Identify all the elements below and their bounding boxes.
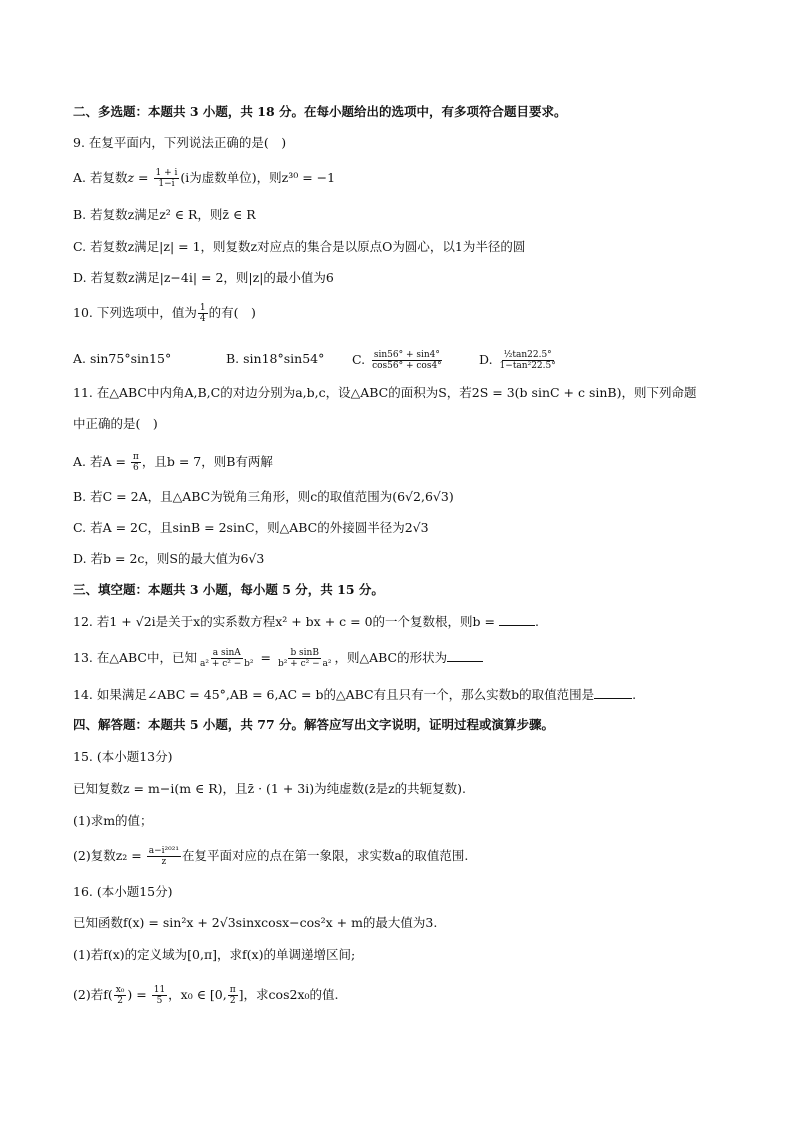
q11-option-a-denominator: 6	[133, 463, 139, 473]
q10-option-c-fraction	[370, 350, 444, 371]
q16-part2-mid2: ，x₀ ∈ [0,	[168, 987, 227, 1002]
q15-given: 已知复数z = m−i(m ∈ R)，且z̄ · (1 + 3i)为纯虚数(z̄是z的共轭复数).	[73, 781, 467, 796]
q16-part2-mid: ) =	[127, 987, 151, 1002]
q9-option-d: D. 若复数z满足|z−4i| = 2，则|z|的最小值为6	[73, 270, 334, 285]
q13-suffix: ，则△ABC的形状为	[334, 650, 448, 665]
q11-option-c: C. 若A = 2C，且sinB = 2sinC，则△ABC的外接圆半径为2√3	[73, 520, 429, 535]
q13-fraction-1	[198, 648, 256, 669]
q16-part2	[73, 985, 338, 1006]
q14-text: 14. 如果满足∠ABC = 45°,AB = 6,AC = b的△ABC有且只有一个，那么实数b的取值范围是	[73, 687, 595, 702]
q10-stem-prefix: 10. 下列选项中，值为	[73, 305, 197, 320]
q16-part2-value-fraction	[152, 985, 167, 1006]
q10-stem-numerator: 1	[199, 303, 206, 313]
q10-option-b: B. sin18°sin54°	[226, 351, 325, 366]
q9-option-a	[73, 168, 335, 189]
q11-option-a-numerator: π	[132, 452, 139, 462]
q12	[73, 613, 539, 631]
q14	[73, 686, 636, 704]
q14-answer-blank	[594, 686, 632, 699]
q11-option-a-suffix: ，且b = 7，则B有两解	[141, 454, 273, 469]
q9-option-a-suffix: (i为虚数单位)，则z³⁰ = −1	[180, 170, 336, 185]
q9-option-a-z: z =	[127, 170, 153, 185]
q10-option-d	[479, 350, 559, 371]
q15-part2-prefix: (2)复数z₂ =	[73, 848, 146, 863]
q16-part2-value-numerator: 11	[153, 985, 166, 995]
q14-end: .	[632, 687, 637, 702]
q9-option-a-denominator: 1−i	[158, 179, 175, 189]
q10-option-c-label: C.	[352, 352, 366, 367]
q12-text: 12. 若1 + √2i是关于x的实系数方程x² + bx + c = 0的一个复数根，则b =	[73, 614, 499, 629]
q16-part2-prefix: (2)若f(	[73, 987, 113, 1002]
q13-fraction-1-denominator: a² + c² − b²	[199, 659, 254, 669]
q12-answer-blank	[499, 613, 535, 626]
q16-part1: (1)若f(x)的定义域为[0,π]，求f(x)的单调递增区间;	[73, 947, 356, 962]
q13-equals: =	[256, 650, 275, 665]
q9-option-a-prefix: A. 若复数	[73, 170, 128, 185]
q15-part1: (1)求m的值；	[73, 813, 153, 828]
q16-title: 16. (本小题15分)	[73, 884, 173, 899]
q10-option-a: A. sin75°sin15°	[73, 351, 172, 366]
q13-fraction-2-numerator: b sinB	[290, 648, 319, 658]
q16-part2-arg-fraction	[114, 985, 127, 1006]
q16-part2-suffix: ]，求cos2x₀的值.	[238, 987, 339, 1002]
q10-option-d-fraction	[498, 350, 558, 371]
q9-option-c: C. 若复数z满足|z| = 1，则复数z对应点的集合是以原点O为圆心，以1为半径的圆	[73, 239, 526, 254]
q10-stem	[73, 303, 256, 324]
q13-fraction-2	[276, 648, 334, 669]
q9-option-a-fraction	[154, 168, 180, 189]
q11-option-b: B. 若C = 2A，且△ABC为锐角三角形，则c的取值范围为(6√2,6√3)	[73, 489, 454, 504]
q10-option-c	[352, 350, 445, 371]
q11-stem-line1: 11. 在△ABC中内角A,B,C的对边分别为a,b,c，设△ABC的面积为S，若2S = 3(b sinC + c sinB)，则下列命题	[73, 385, 697, 400]
q11-option-a	[73, 452, 273, 473]
section-heading-solutions: 四、解答题：本题共 5 小题，共 77 分。解答应写出文字说明，证明过程或演算步骤。	[73, 717, 555, 732]
q11-stem-line2: 中正确的是( )	[73, 416, 158, 431]
q9-option-a-numerator: 1 + i	[155, 168, 178, 178]
q10-stem-denominator: 4	[199, 314, 206, 324]
q15-part2-denominator: z	[161, 857, 167, 867]
q10-option-c-denominator: cos56° + cos4°	[372, 361, 442, 371]
q11-option-a-prefix: A. 若A =	[73, 454, 130, 469]
q16-part2-arg-denominator: 2	[117, 996, 123, 1006]
q9-stem: 9. 在复平面内，下列说法正确的是( )	[73, 135, 287, 150]
q13-fraction-2-denominator: b² + c² − a²	[277, 659, 332, 669]
section-heading-fill-blank: 三、填空题：本题共 3 小题，每小题 5 分，共 15 分。	[73, 582, 384, 597]
q11-option-a-fraction	[131, 452, 141, 473]
q15-title: 15. (本小题13分)	[73, 749, 173, 764]
q16-part2-range-denominator: 2	[229, 996, 236, 1006]
q15-part2	[73, 846, 468, 867]
q13-answer-blank	[447, 649, 483, 662]
q16-part2-range-fraction	[228, 985, 238, 1006]
q9-option-b: B. 若复数z满足z² ∈ R，则z̄ ∈ R	[73, 207, 256, 222]
q16-given: 已知函数f(x) = sin²x + 2√3sinxcosx−cos²x + m的最大值为3.	[73, 915, 438, 930]
q12-end: .	[534, 614, 539, 629]
q10-stem-fraction	[198, 303, 208, 324]
q16-part2-range-numerator: π	[229, 985, 236, 995]
q13	[73, 648, 483, 669]
q10-option-d-denominator: 1−tan²22.5°	[499, 361, 556, 371]
q15-part2-numerator: a−i²⁰²¹	[148, 846, 179, 856]
q10-option-d-label: D.	[479, 352, 493, 367]
q10-option-d-numerator: ½tan22.5°	[503, 350, 552, 360]
q15-part2-suffix: 在复平面对应的点在第一象限，求实数a的取值范围.	[181, 848, 469, 863]
q16-part2-value-denominator: 5	[156, 996, 163, 1006]
q13-fraction-1-numerator: a sinA	[212, 648, 241, 658]
q16-part2-arg-numerator: x₀	[115, 985, 125, 995]
q11-option-d: D. 若b = 2c，则S的最大值为6√3	[73, 551, 265, 566]
q13-prefix: 13. 在△ABC中，已知	[73, 650, 197, 665]
q10-stem-suffix: 的有( )	[208, 305, 256, 320]
q15-part2-fraction	[147, 846, 181, 867]
q10-option-c-numerator: sin56° + sin4°	[373, 350, 440, 360]
section-heading-multi-choice: 二、多选题：本题共 3 小题，共 18 分。在每小题给出的选项中，有多项符合题目要求。	[73, 104, 567, 119]
